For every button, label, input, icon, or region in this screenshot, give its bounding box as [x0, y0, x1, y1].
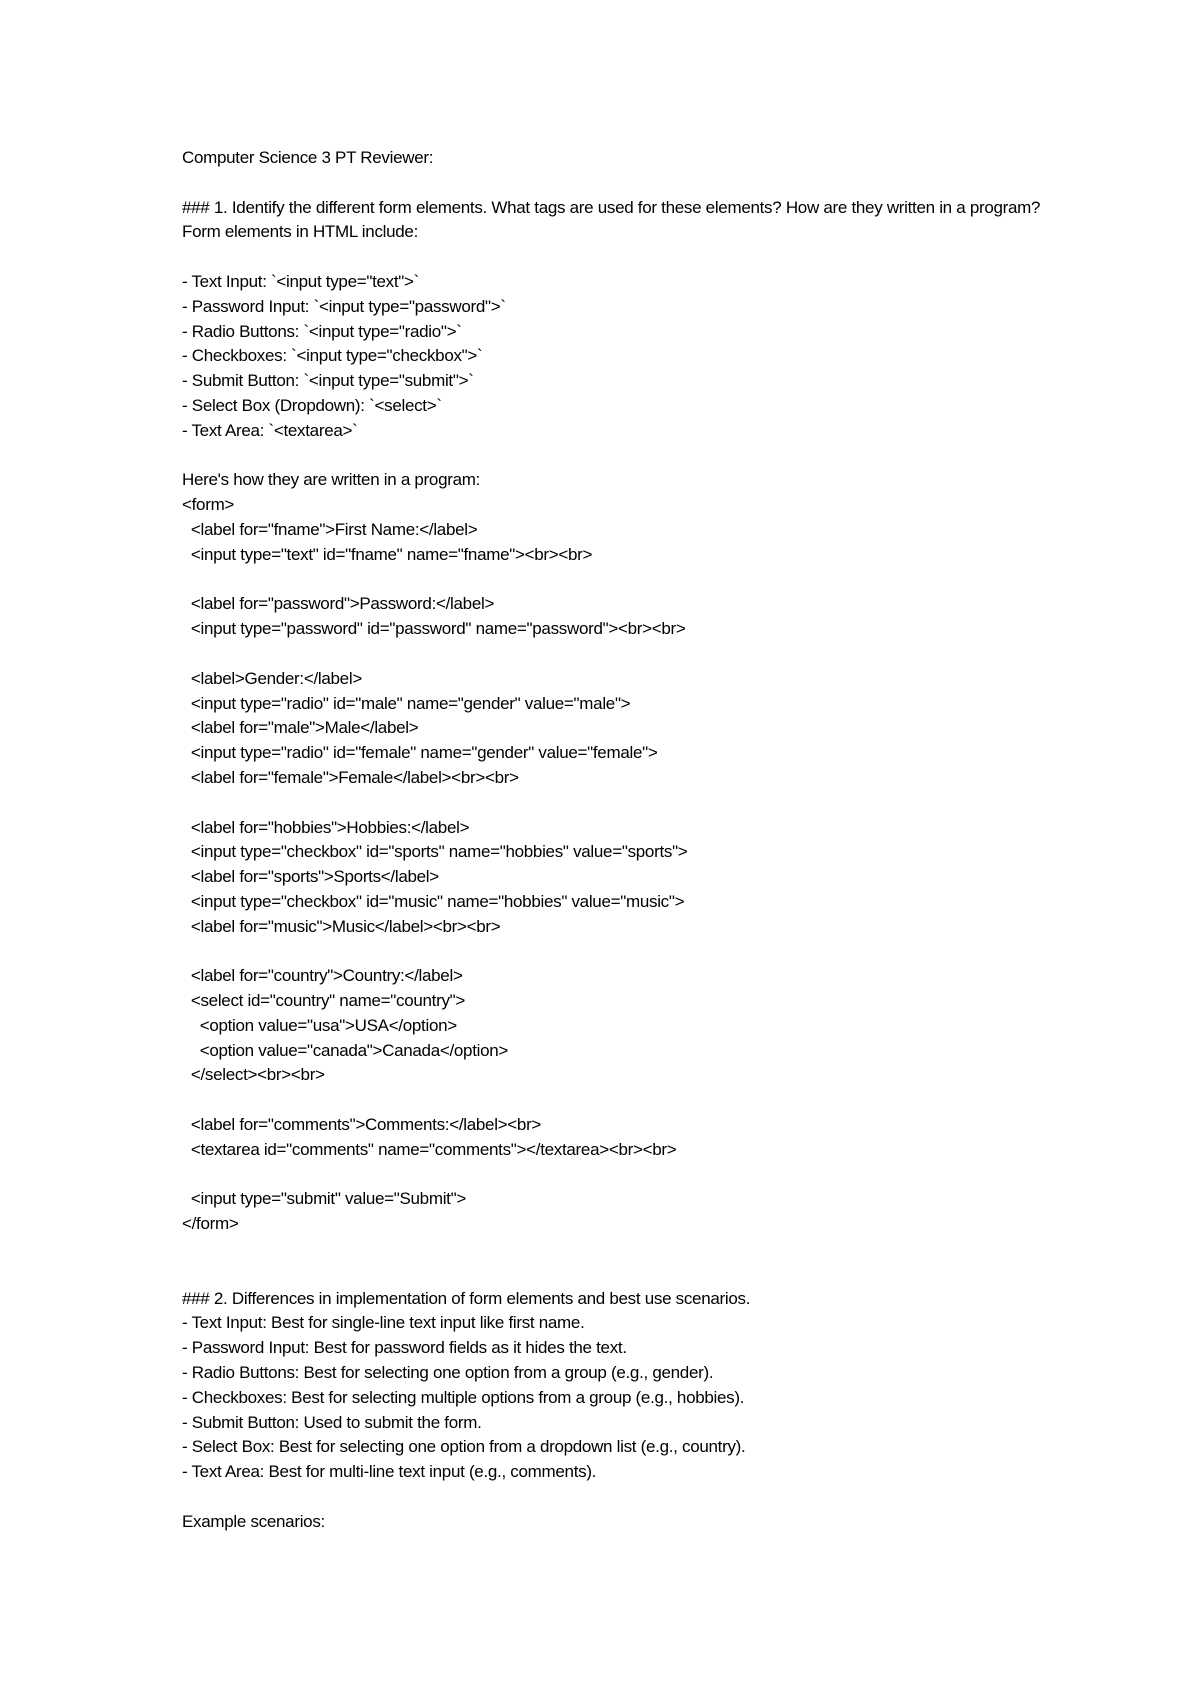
code-line: <label for="country">Country:</label> [182, 966, 463, 986]
code-line: <label for="password">Password:</label> [182, 594, 495, 614]
section1-heading: ### 1. Identify the different form elements. What tags are used for these elements? How are they written in a program? [182, 197, 1041, 217]
blank-line [182, 444, 1062, 469]
code-line: <select id="country" name="country"> [182, 991, 466, 1011]
code-line: <label for="male">Male</label> [182, 718, 419, 738]
code-block [182, 493, 1062, 1237]
list-item: - Submit Button: Used to submit the form. [182, 1412, 482, 1432]
code-line: <input type="radio" id="male" name="gender" value="male"> [182, 693, 631, 713]
code-line: <label for="sports">Sports</label> [182, 867, 439, 887]
list-item: - Submit Button: `<input type="submit">` [182, 371, 474, 391]
code-line: </select><br><br> [182, 1065, 325, 1085]
code-line: <label for="comments">Comments:</label><br> [182, 1115, 542, 1135]
code-line: <label for="female">Female</label><br><br> [182, 767, 519, 787]
code-line: <textarea id="comments" name="comments"></textarea><br><br> [182, 1139, 677, 1159]
list-item: - Text Area: Best for multi-line text input (e.g., comments). [182, 1462, 597, 1482]
code-line: <label for="fname">First Name:</label> [182, 519, 478, 539]
code-line [182, 940, 1062, 965]
list-item: - Password Input: `<input type="password">` [182, 296, 506, 316]
blank-line [182, 245, 1062, 270]
blank-line [182, 1485, 1062, 1510]
code-line: <label for="hobbies">Hobbies:</label> [182, 817, 470, 837]
form-elements-list [182, 270, 1062, 444]
section2-heading: ### 2. Differences in implementation of form elements and best use scenarios. [182, 1288, 751, 1308]
code-line: <option value="canada">Canada</option> [182, 1040, 509, 1060]
code-line: <input type="submit" value="Submit"> [182, 1189, 466, 1209]
list-item: - Select Box (Dropdown): `<select>` [182, 395, 442, 415]
code-line: <option value="usa">USA</option> [182, 1015, 457, 1035]
code-line [182, 1163, 1062, 1188]
page-title: Computer Science 3 PT Reviewer: [182, 148, 434, 167]
code-line: <form> [182, 495, 235, 515]
code-line: <label>Gender:</label> [182, 668, 362, 688]
code-line: <input type="checkbox" id="music" name="hobbies" value="music"> [182, 891, 685, 911]
code-line [182, 791, 1062, 816]
code-line: <input type="radio" id="female" name="gender" value="female"> [182, 743, 658, 763]
section1-intro: Form elements in HTML include: [182, 222, 419, 242]
code-line: <input type="text" id="fname" name="fname"><br><br> [182, 544, 593, 564]
blank-line [182, 1237, 1062, 1262]
best-use-list [182, 1311, 1062, 1485]
code-line: <label for="music">Music</label><br><br> [182, 916, 501, 936]
document-body [182, 146, 1062, 1535]
code-intro: Here's how they are written in a program: [182, 470, 481, 490]
list-item: - Text Area: `<textarea>` [182, 420, 358, 440]
list-item: - Checkboxes: `<input type="checkbox">` [182, 346, 483, 366]
list-item: - Checkboxes: Best for selecting multiple options from a group (e.g., hobbies). [182, 1387, 745, 1407]
blank-line [182, 171, 1062, 196]
code-line: <input type="password" id="password" name="password"><br><br> [182, 619, 686, 639]
code-line: </form> [182, 1214, 239, 1234]
list-item: - Radio Buttons: `<input type="radio">` [182, 321, 462, 341]
list-item: - Select Box: Best for selecting one option from a dropdown list (e.g., country). [182, 1437, 746, 1457]
code-line [182, 642, 1062, 667]
example-scenarios-heading: Example scenarios: [182, 1511, 325, 1531]
code-line [182, 1088, 1062, 1113]
list-item: - Radio Buttons: Best for selecting one option from a group (e.g., gender). [182, 1363, 714, 1383]
blank-line [182, 1262, 1062, 1287]
list-item: - Text Input: `<input type="text">` [182, 271, 420, 291]
code-line [182, 568, 1062, 593]
code-line: <input type="checkbox" id="sports" name="hobbies" value="sports"> [182, 842, 688, 862]
list-item: - Text Input: Best for single-line text input like first name. [182, 1313, 585, 1333]
list-item: - Password Input: Best for password fields as it hides the text. [182, 1338, 627, 1358]
